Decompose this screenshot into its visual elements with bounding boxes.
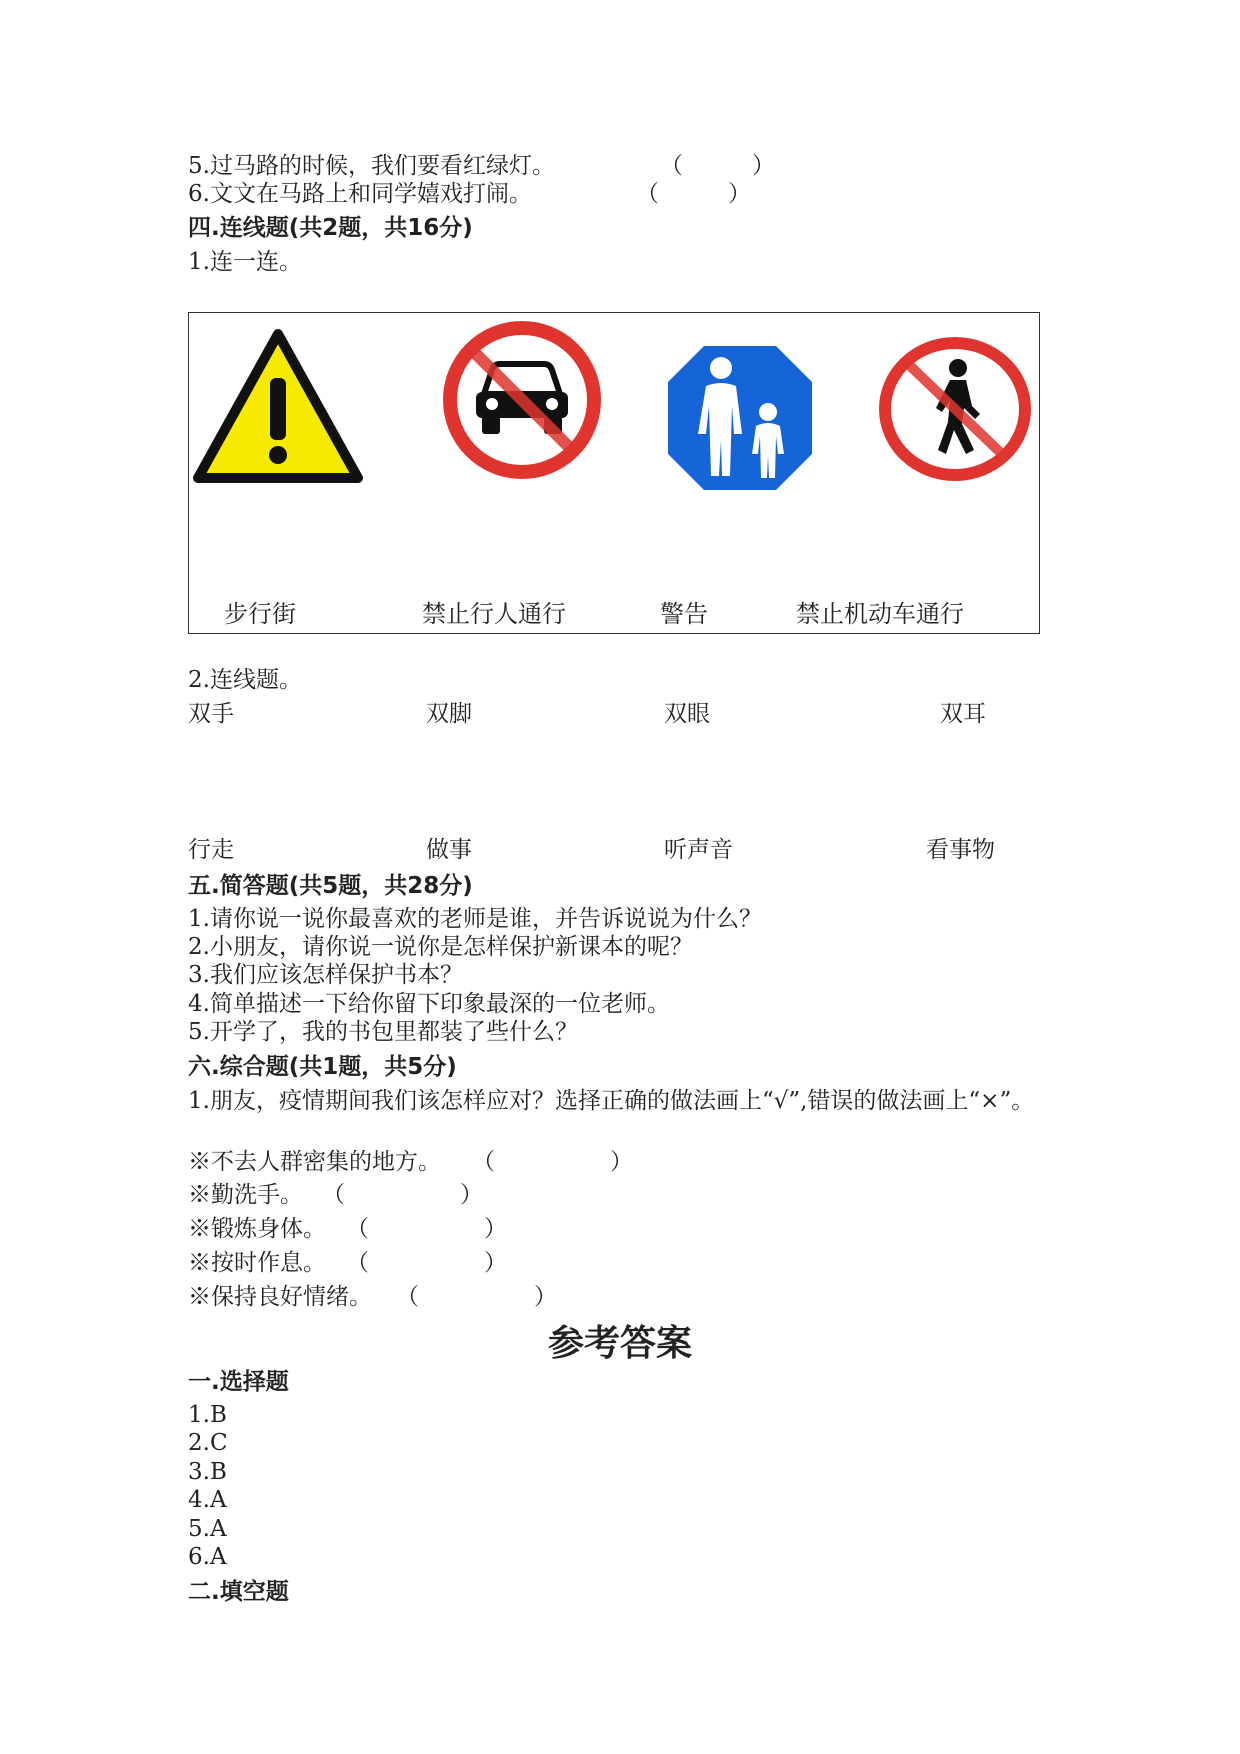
short-answer-2: 2.小朋友，请你说一说你是怎样保护新课本的呢？ xyxy=(188,934,693,960)
answer-key-title: 参考答案 xyxy=(547,1323,692,1364)
sign-label-no-motor-vehicle: 禁止机动车通行 xyxy=(796,600,964,628)
epidemic-item-3: ※锻炼身体。 xyxy=(188,1216,326,1242)
short-answer-1: 1.请你说一说你最喜欢的老师是谁，并告诉说说为什么？ xyxy=(188,906,762,932)
judge-item-5: 5.过马路的时候，我们要看红绿灯。 xyxy=(188,153,555,179)
answer-paren-5[interactable]: （ ） xyxy=(660,153,775,179)
epidemic-item-4: ※按时作息。 xyxy=(188,1250,326,1276)
epidemic-item-5: ※保持良好情绪。 xyxy=(188,1284,372,1310)
question-4-1: 1.连一连。 xyxy=(188,249,302,275)
short-answer-3: 3.我们应该怎样保护书本？ xyxy=(188,962,463,988)
match-word-walk[interactable]: 行走 xyxy=(188,837,234,863)
answer-2: 2.C xyxy=(188,1430,228,1456)
answer-3: 3.B xyxy=(188,1459,227,1485)
pedestrian-street-icon xyxy=(664,342,816,494)
comprehensive-question-1: 1.朋友，疫情期间我们该怎样应对？选择正确的做法画上“√”,错误的做法画上“×”。 xyxy=(188,1088,1035,1114)
match-word-eyes[interactable]: 双眼 xyxy=(664,701,710,727)
match-word-work[interactable]: 做事 xyxy=(426,837,472,863)
answer-section-1-heading: 一.选择题 xyxy=(188,1369,289,1395)
epidemic-paren-1[interactable]: （ ） xyxy=(472,1149,633,1175)
no-pedestrian-icon xyxy=(876,334,1034,484)
sign-label-warning: 警告 xyxy=(660,600,708,628)
warning-triangle-icon xyxy=(192,328,364,486)
short-answer-4: 4.简单描述一下给你留下印象最深的一位老师。 xyxy=(188,991,670,1017)
section-6-heading: 六.综合题(共1题，共5分) xyxy=(188,1054,457,1080)
answer-paren-6[interactable]: （ ） xyxy=(636,181,751,207)
sign-label-no-pedestrian: 禁止行人通行 xyxy=(422,600,566,628)
epidemic-paren-2[interactable]: （ ） xyxy=(322,1182,483,1208)
epidemic-paren-5[interactable]: （ ） xyxy=(396,1284,557,1310)
short-answer-5: 5.开学了，我的书包里都装了些什么？ xyxy=(188,1019,578,1045)
match-word-ears[interactable]: 双耳 xyxy=(940,701,986,727)
answer-4: 4.A xyxy=(188,1487,227,1513)
sign-label-pedestrian-street: 步行街 xyxy=(224,600,296,628)
judge-item-6: 6.文文在马路上和同学嬉戏打闹。 xyxy=(188,181,532,207)
epidemic-item-1: ※不去人群密集的地方。 xyxy=(188,1149,441,1175)
no-motor-vehicle-icon xyxy=(440,318,604,482)
epidemic-paren-4[interactable]: （ ） xyxy=(346,1250,507,1276)
match-word-hands[interactable]: 双手 xyxy=(188,701,234,727)
section-4-heading: 四.连线题(共2题，共16分) xyxy=(188,215,473,241)
match-word-feet[interactable]: 双脚 xyxy=(426,701,472,727)
answer-1: 1.B xyxy=(188,1402,227,1428)
epidemic-item-2: ※勤洗手。 xyxy=(188,1182,303,1208)
match-word-hear[interactable]: 听声音 xyxy=(664,837,733,863)
answer-5: 5.A xyxy=(188,1516,227,1542)
answer-6: 6.A xyxy=(188,1544,227,1570)
answer-section-2-heading: 二.填空题 xyxy=(188,1579,289,1605)
epidemic-paren-3[interactable]: （ ） xyxy=(346,1216,507,1242)
match-word-see[interactable]: 看事物 xyxy=(926,837,995,863)
question-4-2: 2.连线题。 xyxy=(188,667,302,693)
section-5-heading: 五.简答题(共5题，共28分) xyxy=(188,873,473,899)
